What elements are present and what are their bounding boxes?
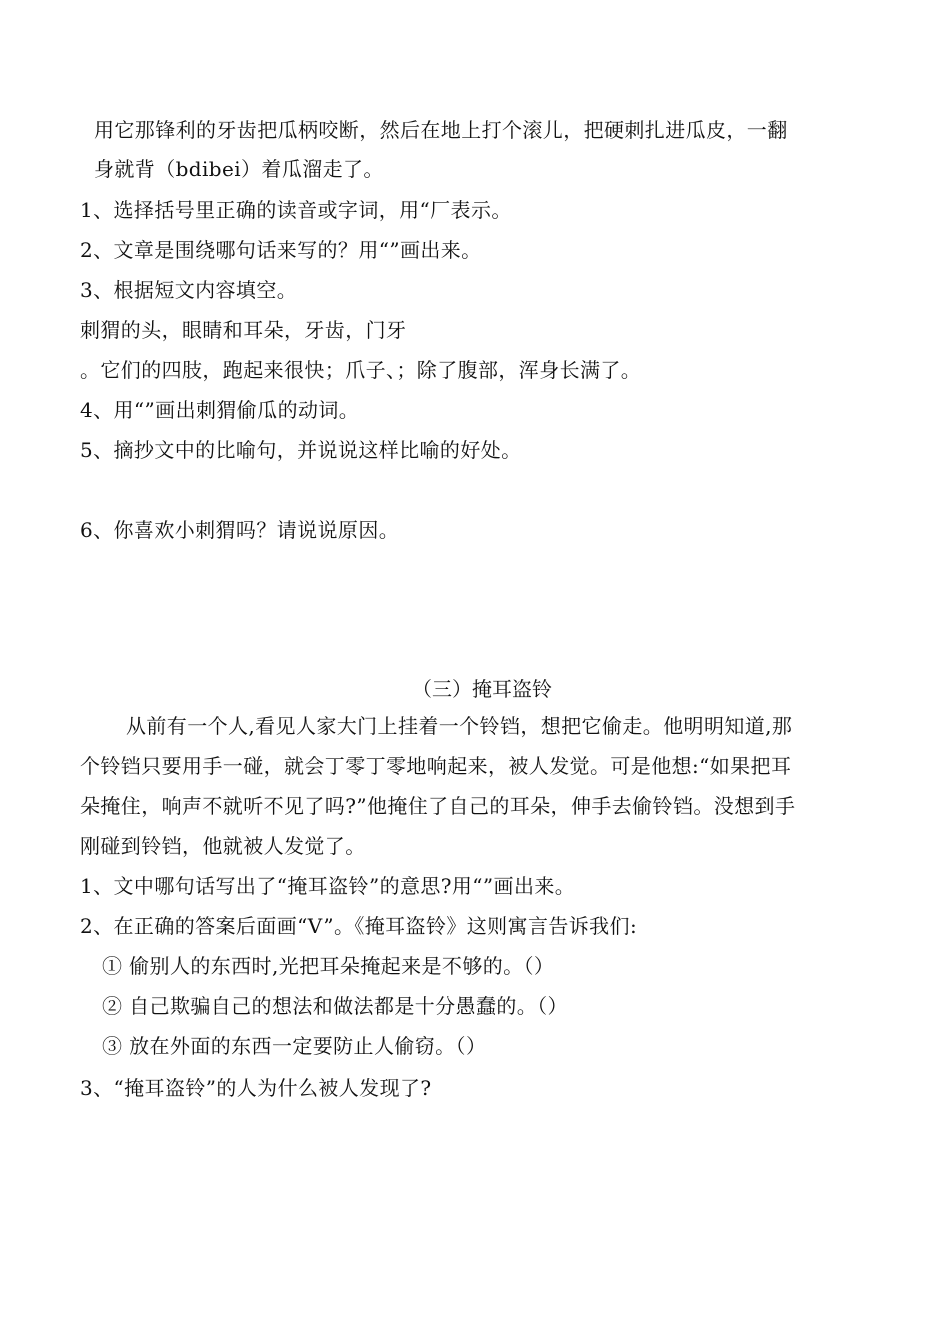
answer-option-1: ① 偷别人的东西时,光把耳朵掩起来是不够的。（） xyxy=(102,954,555,978)
fill-in-line: 。它们的四肢，跑起来很快；爪子、；除了腹部，浑身长满了。 xyxy=(80,358,642,382)
question-3: 3、根据短文内容填空。 xyxy=(80,278,298,302)
passage-line: 身就背（bdibei）着瓜溜走了。 xyxy=(94,157,384,181)
story-line: 个铃铛只要用手一碰，就会丁零丁零地响起来，被人发觉。可是他想:“如果把耳 xyxy=(80,754,792,778)
question-3: 3、“掩耳盗铃”的人为什么被人发现了? xyxy=(80,1076,432,1100)
question-1: 1、文中哪句话写出了“掩耳盗铃”的意思?用“”画出来。 xyxy=(80,874,576,898)
question-1: 1、选择括号里正确的读音或字词，用“厂表示。 xyxy=(80,198,512,222)
question-5: 5、摘抄文中的比喻句，并说说这样比喻的好处。 xyxy=(80,438,522,462)
question-2: 2、在正确的答案后面画“V”。《掩耳盗铃》这则寓言告诉我们: xyxy=(80,914,638,938)
passage-line: 用它那锋利的牙齿把瓜柄咬断，然后在地上打个滚儿，把硬刺扎进瓜皮，一翻 xyxy=(94,118,788,142)
answer-option-3: ③ 放在外面的东西一定要防止人偷窃。（） xyxy=(102,1034,487,1058)
question-4: 4、用“”画出刺猬偷瓜的动词。 xyxy=(80,398,360,422)
question-2: 2、文章是围绕哪句话来写的？用“”画出来。 xyxy=(80,238,482,262)
section-title: （三）掩耳盗铃 xyxy=(412,677,552,701)
story-line: 朵掩住，响声不就听不见了吗?”他掩住了自己的耳朵，伸手去偷铃铛。没想到手 xyxy=(80,794,796,818)
story-line: 刚碰到铃铛，他就被人发觉了。 xyxy=(80,834,366,858)
question-6: 6、你喜欢小刺猬吗？请说说原因。 xyxy=(80,518,400,542)
answer-option-2: ② 自己欺骗自己的想法和做法都是十分愚蠢的。（） xyxy=(102,994,568,1018)
story-line: 从前有一个人,看见人家大门上挂着一个铃铛，想把它偷走。他明明知道,那 xyxy=(126,714,793,738)
fill-in-line: 刺猬的头，眼睛和耳朵，牙齿，门牙 xyxy=(80,318,407,342)
